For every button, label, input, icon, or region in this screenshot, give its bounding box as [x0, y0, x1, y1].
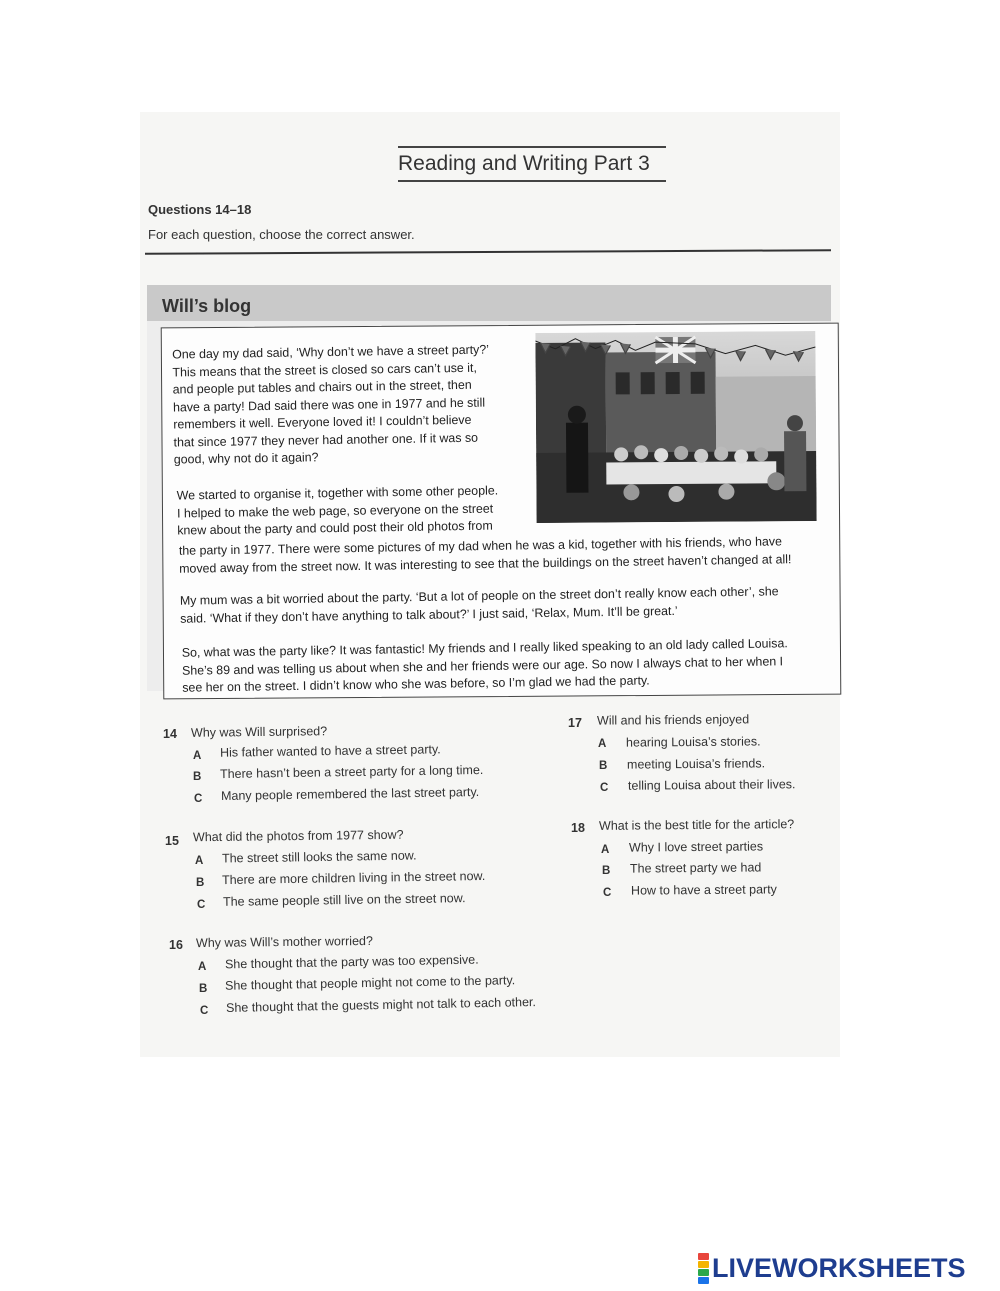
option-letter: C	[603, 887, 612, 899]
option-text[interactable]: She thought that the guests might not talk to each other.	[225, 995, 537, 1015]
option-letter: C	[194, 793, 203, 805]
text-line: moved away from the street now. It was interesting to see that the buildings on the street haven’t changed at all!	[179, 551, 792, 576]
question-number: 14	[163, 727, 177, 741]
text-line: One day my dad said, ‘Why don’t we have a street party?’	[172, 342, 490, 362]
question-stem: What is the best title for the article?	[598, 817, 795, 833]
option-text[interactable]: hearing Louisa’s stories.	[625, 734, 761, 750]
option-letter: B	[196, 877, 205, 889]
option-text[interactable]: The street still looks the same now.	[221, 848, 417, 866]
option-text[interactable]: There hasn’t been a street party for a long time.	[219, 762, 484, 782]
questions-range: Questions 14–18	[148, 202, 252, 217]
text-line: She’s 89 and was telling us about when she and her friends were our age. So now I always chat to her when I	[181, 653, 784, 678]
option-letter: C	[600, 782, 609, 794]
option-text[interactable]: She thought that the party was too expensive.	[224, 952, 479, 972]
text-line: I helped to make the web page, so everyone on the street	[176, 501, 494, 521]
logo-square	[698, 1253, 709, 1260]
street-party-photo	[535, 331, 816, 523]
option-letter: C	[200, 1005, 209, 1017]
question-number: 17	[568, 716, 582, 730]
text-line: good, why not do it again?	[173, 450, 319, 467]
question-stem: Will and his friends enjoyed	[596, 712, 750, 728]
question-number: 18	[571, 821, 585, 835]
option-text[interactable]: meeting Louisa’s friends.	[626, 756, 766, 772]
option-text[interactable]: His father wanted to have a street party.	[219, 742, 441, 760]
text-line: see her on the street. I didn’t know who she was before, so I’m glad we had the party.	[182, 673, 650, 695]
option-text[interactable]: telling Louisa about their lives.	[627, 777, 796, 793]
option-text[interactable]: Why I love street parties	[628, 839, 764, 855]
question-stem: Why was Will surprised?	[190, 724, 328, 740]
blog-paragraph-4	[182, 635, 789, 697]
logo-squares-icon	[698, 1253, 709, 1284]
text-line: We started to organise it, together with some other people.	[176, 483, 499, 503]
option-letter: A	[195, 855, 204, 867]
text-line: have a party! Dad said there was one in 1977 and he still	[172, 395, 486, 414]
option-letter: A	[193, 750, 202, 762]
option-text[interactable]: The street party we had	[629, 860, 762, 876]
text-line: and people put tables and chairs out in the street, then	[172, 377, 472, 397]
text-line: So, what was the party like? It was fantastic! My friends and I really liked speaking to an old lady called Louisa.	[181, 636, 788, 660]
liveworksheets-logo[interactable]	[698, 1254, 966, 1282]
option-letter: A	[601, 844, 610, 856]
option-text[interactable]: Many people remembered the last street party.	[220, 784, 480, 804]
option-letter: B	[193, 771, 202, 783]
question-number: 15	[165, 834, 179, 848]
text-line: My mum was a bit worried about the party. ‘But a lot of people on the street don’t really know each other’, she	[179, 584, 779, 608]
text-line: knew about the party and could post their old photos from	[177, 518, 493, 538]
text-line: the party in 1977. There were some pictures of my dad when he was a kid, together with his friends, who have	[178, 534, 783, 558]
logo-square	[698, 1269, 709, 1276]
instruction-text: For each question, choose the correct answer.	[148, 227, 415, 242]
question-stem: What did the photos from 1977 show?	[192, 827, 404, 845]
option-text[interactable]: The same people still live on the street now.	[222, 891, 466, 909]
option-text[interactable]: There are more children living in the street now.	[221, 868, 486, 888]
option-text[interactable]: How to have a street party	[630, 882, 777, 898]
blog-paragraph-2	[177, 482, 499, 540]
text-line: This means that the street is closed so cars can’t use it,	[172, 360, 477, 379]
option-letter: A	[598, 738, 607, 750]
option-text[interactable]: She thought that people might not come to the party.	[224, 973, 516, 993]
option-letter: B	[199, 983, 208, 995]
option-letter: B	[599, 760, 608, 772]
logo-text: LIVEWORKSHEETS	[712, 1252, 966, 1283]
option-letter: A	[198, 961, 207, 973]
text-line: that since 1977 they never had another one. If it was so	[173, 430, 479, 449]
logo-square	[698, 1277, 709, 1284]
question-number: 16	[169, 938, 183, 952]
option-letter: B	[602, 865, 611, 877]
blog-title: Will’s blog	[162, 296, 252, 316]
blog-paragraph-1	[172, 342, 491, 469]
text-line: remembers it well. Everyone loved it! I couldn’t believe	[173, 412, 472, 432]
logo-square	[698, 1261, 709, 1268]
text-line: said. ‘What if they don’t have anything to talk about?’ I just said, ‘Relax, Mum. It’ll be great.’	[180, 603, 678, 626]
option-letter: C	[197, 899, 206, 911]
section-title: Reading and Writing Part 3	[398, 146, 666, 182]
question-stem: Why was Will’s mother worried?	[195, 933, 373, 951]
